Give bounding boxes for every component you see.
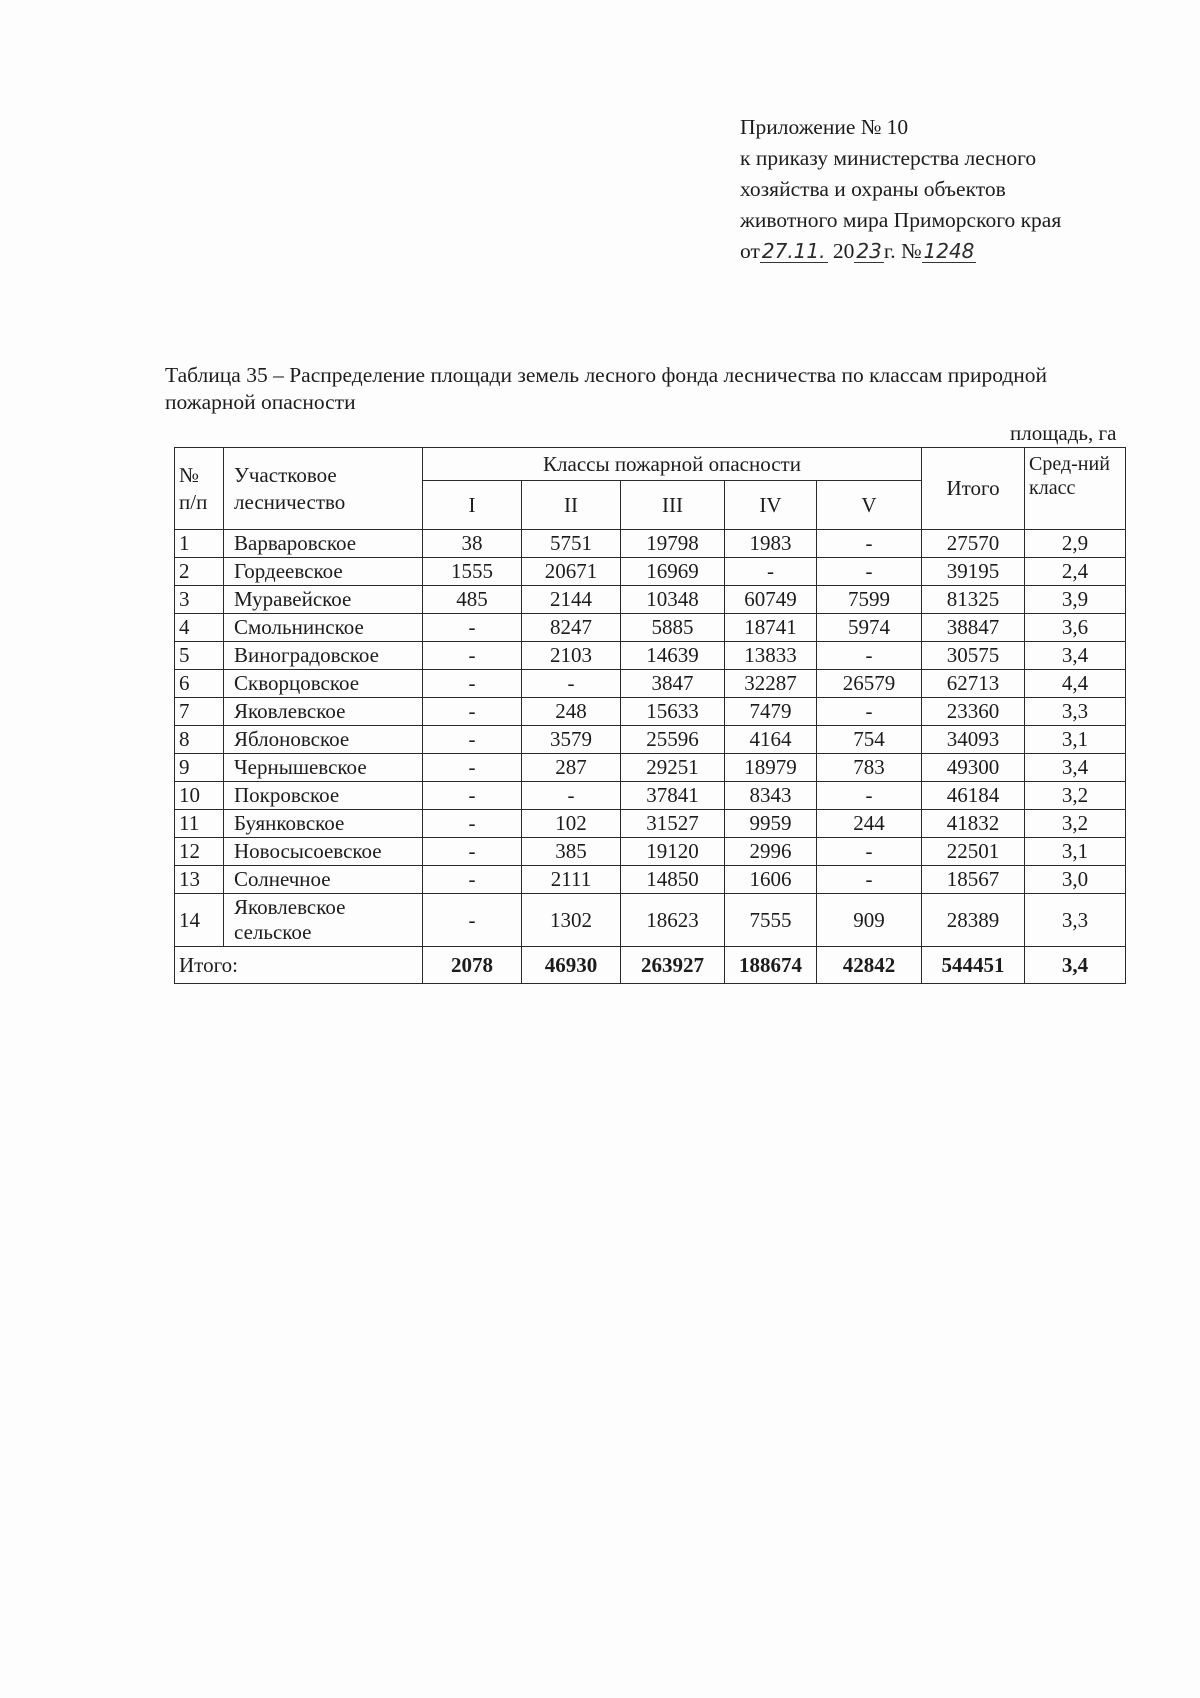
fire-danger-table — [174, 447, 1126, 984]
class-3-area: 29251 — [621, 754, 725, 782]
table-row — [175, 894, 1126, 947]
total-row — [175, 947, 1126, 984]
average-class: 3,2 — [1025, 782, 1126, 810]
class-2-area: 8247 — [522, 614, 621, 642]
row-total: 39195 — [922, 558, 1025, 586]
average-class: 3,9 — [1025, 586, 1126, 614]
row-number: 11 — [175, 810, 224, 838]
total-label: Итого: — [175, 947, 423, 984]
row-total: 81325 — [922, 586, 1025, 614]
class-5-area: - — [817, 866, 922, 894]
class-5-area: 26579 — [817, 670, 922, 698]
class-4-area: 1606 — [725, 866, 817, 894]
table-row — [175, 670, 1126, 698]
row-total: 30575 — [922, 642, 1025, 670]
average-class: 3,6 — [1025, 614, 1126, 642]
table-row — [175, 698, 1126, 726]
row-number: 10 — [175, 782, 224, 810]
row-number: 5 — [175, 642, 224, 670]
class-3-area: 18623 — [621, 894, 725, 947]
row-number: 6 — [175, 670, 224, 698]
class-2-area: 385 — [522, 838, 621, 866]
forestry-name: Солнечное — [224, 866, 423, 894]
class-1-area: - — [423, 726, 522, 754]
handwritten-year: 23 — [856, 239, 882, 263]
average-class: 4,4 — [1025, 670, 1126, 698]
forestry-name: Яковлевское — [224, 698, 423, 726]
class-4-area: 32287 — [725, 670, 817, 698]
row-number: 2 — [175, 558, 224, 586]
average-class: 3,1 — [1025, 726, 1126, 754]
class-1-area: - — [423, 754, 522, 782]
table-row — [175, 810, 1126, 838]
class-3-area: 15633 — [621, 698, 725, 726]
year-suffix: г. № — [883, 239, 922, 263]
total-average: 3,4 — [1025, 947, 1126, 984]
class-3-area: 37841 — [621, 782, 725, 810]
forestry-name: Муравейское — [224, 586, 423, 614]
forestry-name: Варваровское — [224, 530, 423, 558]
class-1-area: - — [423, 782, 522, 810]
class-2-area: 5751 — [522, 530, 621, 558]
class-5-area: 754 — [817, 726, 922, 754]
class-1-area: - — [423, 698, 522, 726]
class-3-area: 19120 — [621, 838, 725, 866]
class-2-area: 2144 — [522, 586, 621, 614]
appendix-title: Приложение № 10 — [740, 115, 909, 139]
row-number: 12 — [175, 838, 224, 866]
class-3-area: 31527 — [621, 810, 725, 838]
appendix-date-line — [740, 236, 1061, 267]
class-4-area: 7479 — [725, 698, 817, 726]
average-class: 3,3 — [1025, 698, 1126, 726]
header-class-3: III — [621, 481, 725, 530]
class-2-area: - — [522, 670, 621, 698]
table-row — [175, 726, 1126, 754]
table-row — [175, 614, 1126, 642]
header-total: Итого — [922, 448, 1025, 530]
class-1-area: - — [423, 810, 522, 838]
header-class-2: II — [522, 481, 621, 530]
appendix-line: хозяйства и охраны объектов — [740, 177, 1006, 201]
class-3-area: 3847 — [621, 670, 725, 698]
class-2-area: 3579 — [522, 726, 621, 754]
header-forestry: Участковое лесничество — [224, 448, 423, 530]
class-5-area: - — [817, 642, 922, 670]
average-class: 2,4 — [1025, 558, 1126, 586]
class-4-area: 4164 — [725, 726, 817, 754]
average-class: 3,4 — [1025, 642, 1126, 670]
table-row — [175, 754, 1126, 782]
forestry-name: Яблоновское — [224, 726, 423, 754]
from-prefix: от — [740, 239, 760, 263]
appendix-line: животного мира Приморского края — [740, 208, 1062, 232]
class-5-area: 909 — [817, 894, 922, 947]
header-class-1: I — [423, 481, 522, 530]
forestry-name: Чернышевское — [224, 754, 423, 782]
class-4-area: 8343 — [725, 782, 817, 810]
class-3-area: 19798 — [621, 530, 725, 558]
row-number: 9 — [175, 754, 224, 782]
class-4-area: 1983 — [725, 530, 817, 558]
table-row — [175, 530, 1126, 558]
appendix-line: к приказу министерства лесного — [740, 146, 1037, 170]
class-5-area: - — [817, 782, 922, 810]
row-total: 41832 — [922, 810, 1025, 838]
header-fire-classes: Классы пожарной опасности — [423, 448, 922, 481]
header-average-class: Сред-ний класс — [1025, 448, 1126, 530]
forestry-name: Яковлевское сельское — [224, 894, 423, 947]
class-5-area: - — [817, 838, 922, 866]
class-1-area: - — [423, 894, 522, 947]
class-4-area: 2996 — [725, 838, 817, 866]
forestry-name: Скворцовское — [224, 670, 423, 698]
row-number: 1 — [175, 530, 224, 558]
class-3-area: 5885 — [621, 614, 725, 642]
table-row — [175, 838, 1126, 866]
header-class-5: V — [817, 481, 922, 530]
class-2-area: 2103 — [522, 642, 621, 670]
total-class-4: 188674 — [725, 947, 817, 984]
average-class: 3,1 — [1025, 838, 1126, 866]
table-row — [175, 558, 1126, 586]
row-total: 38847 — [922, 614, 1025, 642]
class-2-area: 102 — [522, 810, 621, 838]
row-number: 8 — [175, 726, 224, 754]
class-1-area: - — [423, 614, 522, 642]
class-5-area: 244 — [817, 810, 922, 838]
forestry-name: Буянковское — [224, 810, 423, 838]
class-1-area: 485 — [423, 586, 522, 614]
class-3-area: 10348 — [621, 586, 725, 614]
class-4-area: 18741 — [725, 614, 817, 642]
table-row — [175, 782, 1126, 810]
row-total: 23360 — [922, 698, 1025, 726]
row-number: 14 — [175, 894, 224, 947]
class-2-area: 248 — [522, 698, 621, 726]
class-3-area: 16969 — [621, 558, 725, 586]
class-2-area: - — [522, 782, 621, 810]
forestry-name: Виноградовское — [224, 642, 423, 670]
class-5-area: 5974 — [817, 614, 922, 642]
forestry-name: Покровское — [224, 782, 423, 810]
class-5-area: - — [817, 530, 922, 558]
class-4-area: 7555 — [725, 894, 817, 947]
row-total: 62713 — [922, 670, 1025, 698]
class-5-area: 7599 — [817, 586, 922, 614]
class-1-area: - — [423, 642, 522, 670]
year-prefix: 20 — [832, 239, 855, 263]
total-class-2: 46930 — [522, 947, 621, 984]
class-2-area: 1302 — [522, 894, 621, 947]
table-body — [175, 530, 1126, 947]
class-4-area: 60749 — [725, 586, 817, 614]
class-4-area: 13833 — [725, 642, 817, 670]
class-4-area: - — [725, 558, 817, 586]
class-1-area: - — [423, 838, 522, 866]
average-class: 2,9 — [1025, 530, 1126, 558]
forestry-name: Гордеевское — [224, 558, 423, 586]
row-number: 4 — [175, 614, 224, 642]
row-number: 7 — [175, 698, 224, 726]
class-2-area: 20671 — [522, 558, 621, 586]
row-total: 27570 — [922, 530, 1025, 558]
class-2-area: 287 — [522, 754, 621, 782]
appendix-header — [740, 112, 1061, 267]
total-class-1: 2078 — [423, 947, 522, 984]
total-class-5: 42842 — [817, 947, 922, 984]
total-sum: 544451 — [922, 947, 1025, 984]
class-1-area: - — [423, 866, 522, 894]
class-3-area: 25596 — [621, 726, 725, 754]
handwritten-date: 27.11. — [761, 239, 826, 263]
forestry-name: Смольнинское — [224, 614, 423, 642]
class-1-area: - — [423, 670, 522, 698]
class-1-area: 1555 — [423, 558, 522, 586]
header-class-4: IV — [725, 481, 817, 530]
average-class: 3,0 — [1025, 866, 1126, 894]
class-5-area: 783 — [817, 754, 922, 782]
row-total: 28389 — [922, 894, 1025, 947]
row-total: 46184 — [922, 782, 1025, 810]
average-class: 3,3 — [1025, 894, 1126, 947]
row-number: 13 — [175, 866, 224, 894]
row-total: 34093 — [922, 726, 1025, 754]
row-total: 18567 — [922, 866, 1025, 894]
table-row — [175, 642, 1126, 670]
row-total: 22501 — [922, 838, 1025, 866]
table-row — [175, 586, 1126, 614]
class-4-area: 18979 — [725, 754, 817, 782]
table-row — [175, 866, 1126, 894]
row-number: 3 — [175, 586, 224, 614]
total-class-3: 263927 — [621, 947, 725, 984]
units-label: площадь, га — [1010, 421, 1117, 445]
average-class: 3,4 — [1025, 754, 1126, 782]
class-5-area: - — [817, 698, 922, 726]
class-1-area: 38 — [423, 530, 522, 558]
class-3-area: 14850 — [621, 866, 725, 894]
row-total: 49300 — [922, 754, 1025, 782]
class-2-area: 2111 — [522, 866, 621, 894]
forestry-name: Новосысоевское — [224, 838, 423, 866]
header-number: № п/п — [175, 448, 224, 530]
average-class: 3,2 — [1025, 810, 1126, 838]
table-caption: Таблица 35 – Распределение площади земель лесного фонда лесничества по классам природной пожарной опасности — [165, 363, 1048, 414]
class-4-area: 9959 — [725, 810, 817, 838]
handwritten-order-number: 1248 — [923, 239, 975, 263]
class-3-area: 14639 — [621, 642, 725, 670]
class-5-area: - — [817, 558, 922, 586]
